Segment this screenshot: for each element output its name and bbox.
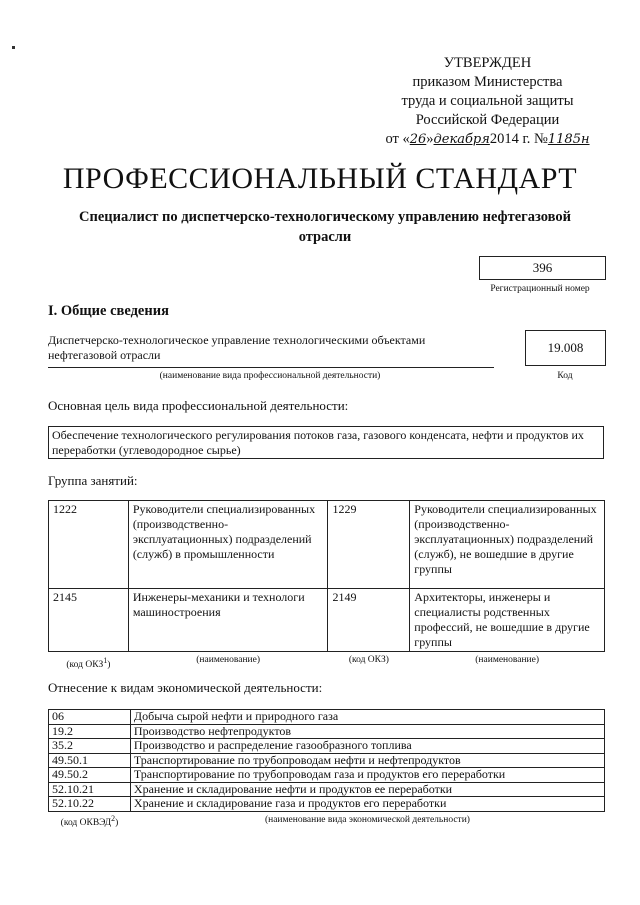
order-number: 1185н — [547, 132, 590, 147]
occupation-table — [48, 500, 605, 674]
section-heading: I. Общие сведения — [48, 303, 169, 319]
activity-name: Диспетчерско-технологическое управление технологическими объектами нефтегазовой отрасли — [48, 333, 426, 362]
approval-line: труда и социальной защиты — [401, 93, 574, 109]
activity-code-box: 19.008 — [525, 330, 606, 366]
approval-date-line — [375, 130, 600, 149]
approval-block — [375, 54, 600, 149]
okved-code: 49.50.2 — [49, 768, 131, 783]
okz-name: Руководители специализированных (производственно-эксплуатационных) подразделений (служб), не вошедшие в другие группы — [410, 501, 605, 589]
activity-underline — [48, 367, 494, 368]
table-row — [49, 753, 605, 768]
okved-code: 06 — [49, 710, 131, 725]
document-title: ПРОФЕССИОНАЛЬНЫЙ СТАНДАРТ — [62, 162, 578, 195]
okved-name: Производство нефтепродуктов — [130, 724, 604, 739]
approval-heading: УТВЕРЖДЕН — [443, 55, 532, 71]
okved-name: Транспортирование по трубопроводам газа и продуктов его переработки — [130, 768, 604, 783]
okved-table — [48, 709, 605, 830]
okved-name: Производство и распределение газообразного топлива — [130, 739, 604, 754]
okz-code-caption: (код ОКЗ$^1$) — [66, 656, 111, 671]
approval-line: приказом Министерства — [412, 74, 563, 90]
standard-name: Специалист по диспетчерско-технологическому управлению нефтегазовой отрасли — [79, 209, 571, 245]
okz-code: 1222 — [49, 501, 129, 589]
registration-number-label: Регистрационный номер — [490, 284, 590, 294]
economic-activity-label: Отнесение к видам экономической деятельности: — [48, 680, 323, 695]
okved-name: Транспортирование по трубопроводам нефти и нефтепродуктов — [130, 753, 604, 768]
okved-name: Хранение и складирование газа и продуктов его переработки — [130, 797, 604, 812]
okved-code: 19.2 — [49, 724, 131, 739]
okved-code: 52.10.21 — [49, 782, 131, 797]
okz-code: 2145 — [49, 589, 129, 652]
table-row — [49, 589, 605, 652]
okz-name: Руководители специализированных (производственно-эксплуатационных) подразделений (служб) в промышленности — [128, 501, 328, 589]
goal-box: Обеспечение технологического регулирования потоков газа, газового конденсата, нефти и продуктов их переработки (углеводородное сырье) — [48, 426, 604, 459]
table-row — [49, 797, 605, 812]
okved-code: 52.10.22 — [49, 797, 131, 812]
date-prefix: от « — [385, 131, 410, 147]
activity-code-caption: Код — [557, 371, 573, 381]
okz-name: Инженеры-механики и технологи машиностроения — [128, 589, 328, 652]
okz-name-caption: (наименование) — [196, 655, 261, 665]
table-row — [49, 710, 605, 725]
table-row — [49, 724, 605, 739]
okved-name-caption: (наименование вида экономической деятельности) — [264, 815, 470, 826]
activity-name-caption: (наименование вида профессиональной деятельности) — [159, 371, 381, 381]
okz-code: 2149 — [328, 589, 410, 652]
caption-row — [49, 811, 605, 830]
okved-code: 49.50.1 — [49, 753, 131, 768]
registration-number-box: 396 — [479, 256, 606, 280]
occupation-group-label: Группа занятий: — [48, 473, 138, 488]
table-row — [49, 768, 605, 783]
okz-code-caption: (код ОКЗ) — [348, 655, 389, 665]
okz-name: Архитекторы, инженеры и специалисты родственных профессий, не вошедшие в другие группы — [410, 589, 605, 652]
date-month: декабря — [433, 132, 490, 147]
date-day: 26 — [409, 132, 427, 147]
caption-row — [49, 652, 605, 675]
approval-line: Российской Федерации — [415, 112, 560, 128]
okved-name: Хранение и складирование нефти и продуктов ее переработки — [130, 782, 604, 797]
margin-mark — [12, 46, 15, 49]
okved-code-caption: (код ОКВЭД$^2$) — [60, 813, 119, 828]
table-row — [49, 782, 605, 797]
table-row — [49, 501, 605, 589]
date-mid: » — [426, 131, 434, 147]
date-year: 2014 г. № — [489, 131, 548, 147]
okved-name: Добыча сырой нефти и природного газа — [130, 710, 604, 725]
okved-code: 35.2 — [49, 739, 131, 754]
table-row — [49, 739, 605, 754]
okz-name-caption: (наименование) — [475, 655, 540, 665]
goal-label: Основная цель вида профессиональной деятельности: — [48, 398, 349, 413]
okz-code: 1229 — [328, 501, 410, 589]
